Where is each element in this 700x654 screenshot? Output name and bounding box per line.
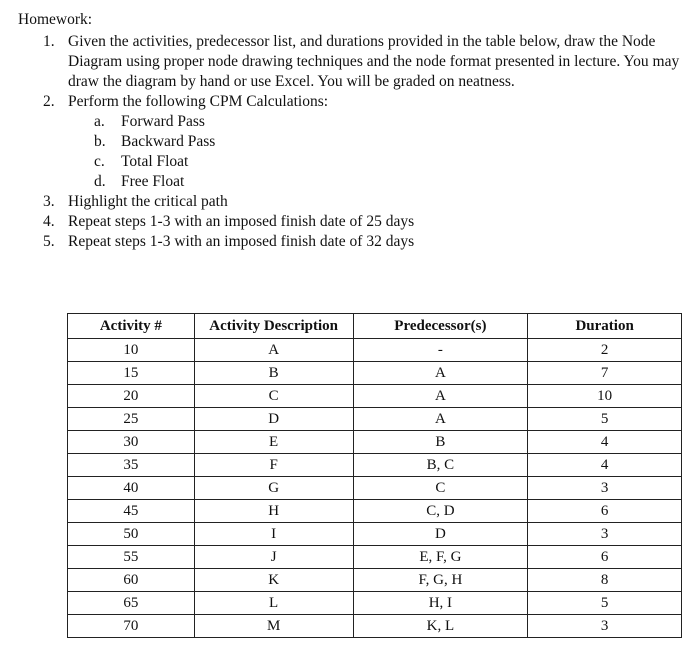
- cell-activity-description: K: [194, 569, 353, 592]
- cell-predecessors: A: [353, 362, 528, 385]
- instruction-item: [18, 212, 688, 232]
- sub-item: [68, 112, 688, 132]
- cell-duration: 7: [528, 362, 682, 385]
- instruction-item: [18, 32, 688, 92]
- table-row: [68, 408, 682, 431]
- cell-predecessors: -: [353, 339, 528, 362]
- item-text: Repeat steps 1-3 with an imposed finish date of 25 days: [68, 213, 415, 230]
- item-text: Repeat steps 1-3 with an imposed finish date of 32 days: [68, 233, 415, 250]
- cell-activity-number: 35: [68, 454, 195, 477]
- homework-document: [18, 10, 688, 252]
- sub-item: [68, 132, 688, 152]
- homework-heading: Homework:: [18, 11, 93, 28]
- item-number: 1.: [43, 33, 55, 50]
- sub-item-text: Backward Pass: [121, 133, 216, 150]
- col-header-activity-description: Activity Description: [194, 314, 353, 339]
- cell-predecessors: C, D: [353, 500, 528, 523]
- sub-item-letter: c.: [94, 153, 105, 170]
- instruction-item: [18, 192, 688, 212]
- cell-activity-number: 40: [68, 477, 195, 500]
- table-header-row: [68, 314, 682, 339]
- cell-activity-number: 30: [68, 431, 195, 454]
- cell-duration: 6: [528, 500, 682, 523]
- cell-predecessors: K, L: [353, 615, 528, 638]
- table-row: [68, 569, 682, 592]
- table-row: [68, 362, 682, 385]
- instruction-item: [18, 232, 688, 252]
- cell-duration: 5: [528, 592, 682, 615]
- sub-item-letter: b.: [94, 133, 106, 150]
- cell-predecessors: B, C: [353, 454, 528, 477]
- cell-activity-number: 50: [68, 523, 195, 546]
- cell-activity-number: 20: [68, 385, 195, 408]
- cell-activity-number: 70: [68, 615, 195, 638]
- cell-duration: 4: [528, 431, 682, 454]
- sub-item-text: Free Float: [121, 173, 185, 190]
- cell-activity-description: E: [194, 431, 353, 454]
- sub-item-text: Total Float: [121, 153, 189, 170]
- cell-duration: 3: [528, 523, 682, 546]
- cell-activity-description: A: [194, 339, 353, 362]
- cell-duration: 5: [528, 408, 682, 431]
- sub-item-letter: d.: [94, 173, 106, 190]
- cell-duration: 8: [528, 569, 682, 592]
- cell-activity-description: M: [194, 615, 353, 638]
- item-number: 5.: [43, 233, 55, 250]
- cell-duration: 3: [528, 615, 682, 638]
- cell-activity-number: 15: [68, 362, 195, 385]
- item-text: Perform the following CPM Calculations:: [68, 93, 329, 110]
- cell-duration: 3: [528, 477, 682, 500]
- col-header-duration: Duration: [528, 314, 682, 339]
- table-row: [68, 523, 682, 546]
- cell-predecessors: D: [353, 523, 528, 546]
- instruction-item: [18, 92, 688, 192]
- cell-predecessors: A: [353, 385, 528, 408]
- cell-predecessors: F, G, H: [353, 569, 528, 592]
- table-body: [68, 339, 682, 638]
- table-row: [68, 615, 682, 638]
- cell-activity-description: H: [194, 500, 353, 523]
- cell-activity-description: B: [194, 362, 353, 385]
- cell-activity-number: 65: [68, 592, 195, 615]
- cell-activity-number: 25: [68, 408, 195, 431]
- cell-activity-description: J: [194, 546, 353, 569]
- item-text: Given the activities, predecessor list, and durations provided in the table below, draw the Node Diagram using proper node drawing techniques and the node format presented in lecture. You may draw the diagram by hand or use Excel. You will be graded on neatness.: [68, 33, 680, 90]
- cell-activity-description: F: [194, 454, 353, 477]
- cell-activity-description: L: [194, 592, 353, 615]
- cell-activity-description: D: [194, 408, 353, 431]
- instruction-list: [18, 32, 688, 252]
- table-row: [68, 385, 682, 408]
- col-header-activity-number: Activity #: [68, 314, 195, 339]
- cell-predecessors: H, I: [353, 592, 528, 615]
- col-header-predecessors: Predecessor(s): [353, 314, 528, 339]
- cell-duration: 6: [528, 546, 682, 569]
- table-row: [68, 431, 682, 454]
- cell-activity-number: 60: [68, 569, 195, 592]
- sub-item-letter: a.: [94, 113, 105, 130]
- cell-activity-number: 55: [68, 546, 195, 569]
- table-row: [68, 500, 682, 523]
- activity-table: [67, 313, 682, 638]
- cell-predecessors: A: [353, 408, 528, 431]
- item-text: Highlight the critical path: [68, 193, 228, 210]
- cell-duration: 2: [528, 339, 682, 362]
- cell-activity-description: I: [194, 523, 353, 546]
- sub-item-text: Forward Pass: [121, 113, 205, 130]
- cell-predecessors: B: [353, 431, 528, 454]
- cell-activity-number: 10: [68, 339, 195, 362]
- item-number: 2.: [43, 93, 55, 110]
- sub-item: [68, 172, 688, 192]
- item-number: 4.: [43, 213, 55, 230]
- cell-predecessors: E, F, G: [353, 546, 528, 569]
- item-number: 3.: [43, 193, 55, 210]
- cell-activity-number: 45: [68, 500, 195, 523]
- cell-activity-description: G: [194, 477, 353, 500]
- cell-predecessors: C: [353, 477, 528, 500]
- table-row: [68, 339, 682, 362]
- table-row: [68, 477, 682, 500]
- cell-activity-description: C: [194, 385, 353, 408]
- sub-item: [68, 152, 688, 172]
- table-row: [68, 454, 682, 477]
- cpm-sublist: [68, 112, 688, 192]
- cell-duration: 4: [528, 454, 682, 477]
- cell-duration: 10: [528, 385, 682, 408]
- table-row: [68, 592, 682, 615]
- table-row: [68, 546, 682, 569]
